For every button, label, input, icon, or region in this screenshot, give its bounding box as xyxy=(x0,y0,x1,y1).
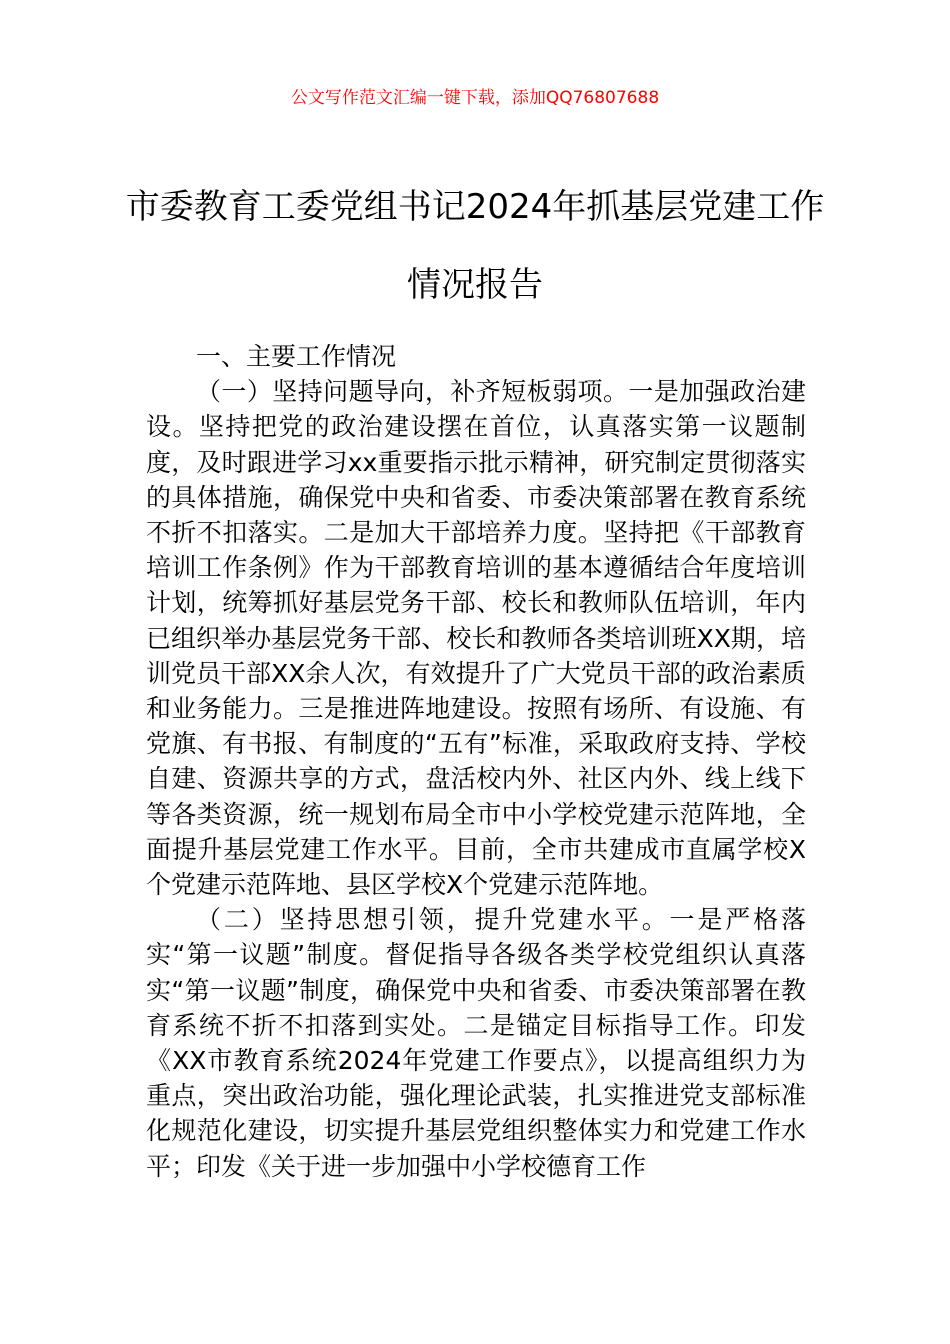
paragraph: （一）坚持问题导向，补齐短板弱项。一是加强政治建设。坚持把党的政治建设摆在首位，认真落实第一议题制度，及时跟进学习xx重要指示批示精神，研究制定贯彻落实的具体措施，确保党中央和省委、市委决策部署在教育系统不折不扣落实。二是加大干部培养力度。坚持把《干部教育培训工作条例》作为干部教育培训的基本遵循结合年度培训计划，统筹抓好基层党务干部、校长和教师队伍培训，年内已组织举办基层党务干部、校长和教师各类培训班XX期，培训党员干部XX余人次，有效提升了广大党员干部的政治素质和业务能力。三是推进阵地建设。按照有场所、有设施、有党旗、有书报、有制度的“五有”标准，采取政府支持、学校自建、资源共享的方式，盘活校内外、社区内外、线上线下等各类资源，统一规划布局全市中小学校党建示范阵地，全面提升基层党建工作水平。目前，全市共建成市直属学校X个党建示范阵地、县区学校X个党建示范阵地。 xyxy=(146,377,806,900)
document-title: 市委教育工委党组书记2024年抓基层党建工作情况报告 xyxy=(125,187,825,305)
promo-header-text: 公文写作范文汇编一键下载，添加QQ76807688 xyxy=(290,88,660,108)
paragraph: （二）坚持思想引领，提升党建水平。一是严格落实“第一议题”制度。督促指导各级各类学校党组织认真落实“第一议题”制度，确保党中央和省委、市委决策部署在教育系统不折不扣落到实处。二是锚定目标指导工作。印发《XX市教育系统2024年党建工作要点》，以提高组织力为重点，突出政治功能，强化理论武装，扎实推进党支部标准化规范化建设，切实提升基层党组织整体实力和党建工作水平；印发《关于进一步加强中小学校德育工作 xyxy=(146,905,806,1181)
document-body xyxy=(146,339,806,1184)
section-heading: 一、主要工作情况 xyxy=(196,342,397,371)
